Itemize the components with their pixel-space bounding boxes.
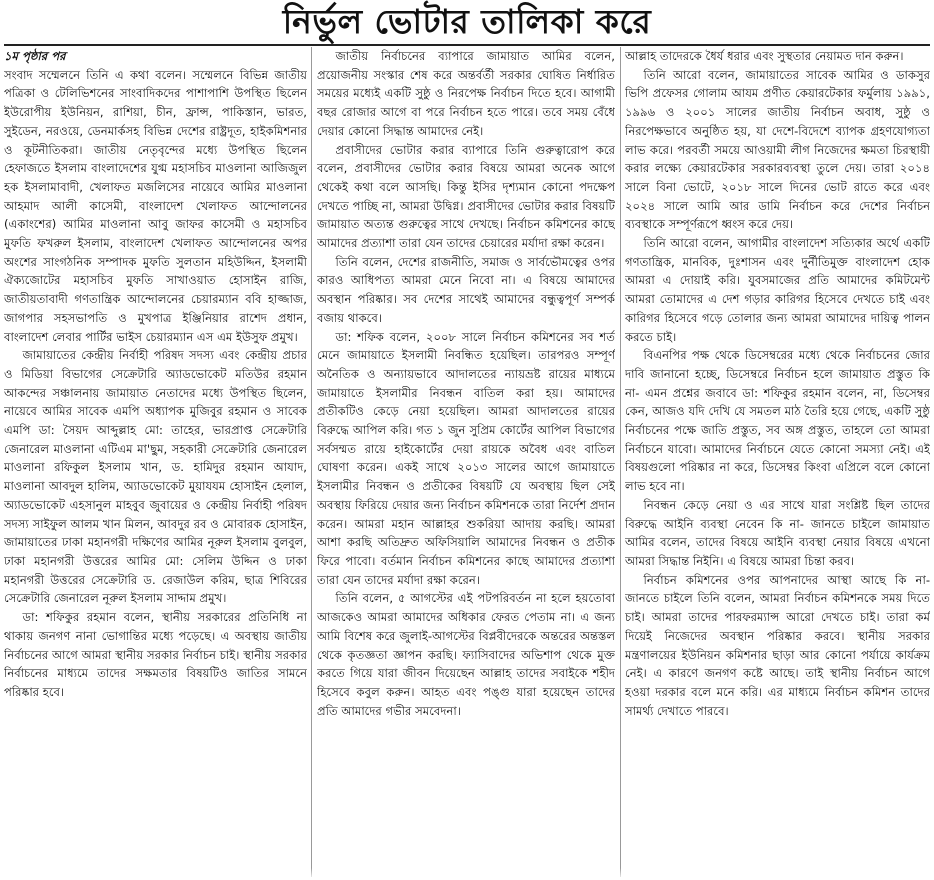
article-column-2 (317, 47, 615, 877)
headline-rule (4, 44, 930, 46)
article-column-3 (625, 47, 930, 877)
article-paragraph: ডা: শফিকুর রহমান বলেন, স্থানীয় সরকারের প্রতিনিধি না থাকায় জনগণ নানা ভোগান্তির মধ্যে পড়েছে। এ অবস্থায় জাতীয় নির্বাচনের আগে আমরা স্থানীয় সরকার নির্বাচন চাই। স্থানীয় সরকার নির্বাচনের মাধ্যমে তাদের সক্ষমতার বিষয়টিও জাতির সামনে পরিষ্কার হবে। (4, 610, 307, 699)
article-paragraph: তিনি বলেন, ৫ আগস্টের এই পটপরিবর্তন না হলে হয়তোবা আজকেও আমরা আমাদের অধিকার ফেরত পেতাম না। এ জন্য আমি বিশেষ করে জুলাই-আগস্টের বিপ্লবীদেরকে অন্তরের অন্তস্তল থেকে কৃতজ্ঞতা জ্ঞাপন করছি। ফ্যাসিবাদের অভিশাপ থেকে মুক্ত করতে গিয়ে যারা জীবন দিয়েছেন আল্লাহ তাদের সবাইকে শহীদ হিসেবে কবুল করুন। আহত এবং পঙ্গু যারা হয়েছেন তাদের প্রতি আমাদের গভীর সমবেদনা। (317, 591, 615, 718)
column-divider (620, 47, 621, 877)
article-paragraph: জামায়াতের কেন্দ্রীয় নির্বাহী পরিষদ সদস্য এবং কেন্দ্রীয় প্রচার ও মিডিয়া বিভাগের সেক্রেটারি অ্যাডভোকেট মতিউর রহমান আকন্দের সঞ্চালনায় জামায়াত নেতাদের মধ্যে উপস্থিত ছিলেন, নায়েবে আমির সাবেক এমপি অধ্যাপক মুজিবুর রহমান ও সাবেক এমপি ডা: সৈয়দ আব্দুল্লাহ মো: তাহের, ভারপ্রাপ্ত সেক্রেটারি জেনারেল মাওলানা এটিএম মা'ছুম, সহকারী সেক্রেটারি জেনারেল মাওলানা রফিকুল ইসলাম খান, ড. হামিদুর রহমান আযাদ, মাওলানা আবদুল হালিম, অ্যাডভোকেট মুয়াযযম হোসাইন হেলাল, অ্যাডভোকেট এহসানুল মাহবুব জুবায়ের ও কেন্দ্রীয় নির্বাহী পরিষদ সদস্য সাইফুল আলম খান মিলন, আবদুর রব ও মোবারক হোসাইন, জামায়াতের ঢাকা মহানগরী দক্ষিণের আমির নূরুল ইসলাম বুলবুল, ঢাকা মহানগরী উত্তরের আমির মো: সেলিম উদ্দিন ও ঢাকা মহানগরী উত্তরের সেক্রেটারি ড. রেজাউল করিম, ছাত্র শিবিরের সেক্রেটারি জেনারেল নূরুল ইসলাম সাদ্দাম প্রমুখ। (4, 348, 307, 606)
article-paragraph: ডা: শফিক বলেন, ২০০৮ সালে নির্বাচন কমিশনের সব শর্ত মেনে জামায়াতে ইসলামী নিবন্ধিত হয়েছিল। তারপরও সম্পূর্ণ অনৈতিক ও অন্যায়ভাবে আদালতের ন্যায়ভ্রষ্ট রায়ের মাধ্যমে জামায়াতে ইসলামীর নিবন্ধন বাতিল করা হয়। আমাদের প্রতীকটিও কেড়ে নেয়া হয়েছিল। আমরা আদালতের রায়ের বিরুদ্ধে আপিল করি। গত ১ জুন সুপ্রিম কোর্টের আপিল বিভাগের সর্বসম্মত রায়ে হাইকোর্টের দেয়া রায়কে অবৈধ এবং বাতিল ঘোষণা করেন। একই সাথে ২০১৩ সালের আগে জামায়াতে ইসলামীর নিবন্ধন ও প্রতীকের বিষয়টি যে অবস্থায় ছিল সেই অবস্থায় ফিরিয়ে দেয়ার জন্য নির্বাচন কমিশনকে তারা নির্দেশ প্রদান করেন। আমরা মহান আল্লাহর শুকরিয়া আদায় করছি। আমরা আশা করছি অতিদ্রুত অফিসিয়ালি আমাদের নিবন্ধন ও প্রতীক ফিরে পাবো। বর্তমান নির্বাচন কমিশনের কাছে আমাদের প্রত্যাশা তারা যেন তাদের মর্যাদা রক্ষা করেন। (317, 329, 615, 587)
article-paragraph: তিনি বলেন, দেশের রাজনীতি, সমাজ ও সার্বভৌমত্বের ওপর কারও আধিপত্য আমরা মেনে নিবো না। এ বিষয়ে আমাদের অবস্থান পরিষ্কার। সব দেশের সাথেই আমাদের বন্ধুত্বপূর্ণ সম্পর্ক বজায় থাকবে। (317, 254, 615, 325)
page-bottom-edge (0, 868, 934, 880)
paragraph-text: সংবাদ সম্মেলনে তিনি এ কথা বলেন। সম্মেলনে বিভিন্ন জাতীয় পত্রিকা ও টেলিভিশনের সাংবাদিকদের পাশাপাশি উপস্থিত ছিলেন ইউরোপীয় ইউনিয়ন, রাশিয়া, চীন, ফ্রান্স, পাকিস্তান, ভারত, সুইডেন, নরওয়ে, ডেনমার্কসহ বিভিন্ন দেশের রাষ্ট্রদূত, হাইকমিশনার ও কূটনীতিকরা। জাতীয় নেতৃবৃন্দের মধ্যে উপস্থিত ছিলেন হেফাজতে ইসলাম বাংলাদেশের যুগ্ম মহাসচিব মাওলানা আজিজুল হক ইসলামাবাদী, খেলাফত মজলিসের নায়েবে আমির মাওলানা আহমাদ আলী কাসেমী, বাংলাদেশ খেলাফত আন্দোলনের (একাংশের) আমির মাওলানা আবু জাফর কাসেমী ও মহাসচিব মুফতি ফখরুল ইসলাম, বাংলাদেশ খেলাফত আন্দোলনের অপর অংশের সাংগঠনিক সম্পাদক মুফতি সুলতান মহিউদ্দিন, ইসলামী ঐক্যজোটের মহাসচিব মুফতি সাখাওয়াত হোসাইন রাজি, জাতীয়তাবাদী গণতান্ত্রিক আন্দোলনের চেয়ারম্যান ববি হাজ্জাজ, জাগপার সহসভাপতি ও মুখপাত্র ইঞ্জিনিয়ার রাশেদ প্রধান, বাংলাদেশ লেবার পার্টির ভাইস চেয়ারম্যান এস এম ইউসুফ প্রমুখ। (4, 67, 307, 344)
article-paragraph: প্রবাসীদের ভোটার করার ব্যাপারে তিনি গুরুত্বারোপ করে বলেন, প্রবাসীদের ভোটার করার বিষয়ে আমরা অনেক আগে থেকেই কথা বলে আসছি। কিন্তু ইসির দৃশ্যমান কোনো পদক্ষেপ দেখতে পাচ্ছি না, আমরা উদ্বিগ্ন। প্রবাসীদের ভোটার করার বিষয়টি জামায়াত অত্যন্ত গুরুত্বের সাথে দেখছে। নির্বাচন কমিশনের কাছে আমাদের প্রত্যাশা তারা যেন তাদের চেয়ারের মর্যাদা রক্ষা করেন। (317, 142, 615, 251)
article-paragraph: নিবন্ধন কেড়ে নেয়া ও এর সাথে যারা সংশ্লিষ্ট ছিল তাদের বিরুদ্ধে আইনি ব্যবস্থা নেবেন কি না- জানতে চাইলে জামায়াত আমির বলেন, তাদের বিষয়ে আইনি ব্যবস্থা নেয়ার বিষয়ে এখনো আমরা সিদ্ধান্ত নিইনি। এ বিষয়ে আমরা চিন্তা করব। (625, 497, 930, 568)
article-paragraph: আল্লাহ তাদেরকে ধৈর্য ধরার এবং সুস্থতার নেয়ামত দান করুন। (625, 49, 904, 63)
headline: নির্ভুল ভোটার তালিকা করে (282, 2, 652, 41)
article-paragraph: নির্বাচন কমিশনের ওপর আপনাদের আস্থা আছে কি না- জানতে চাইলে তিনি বলেন, আমরা নির্বাচন কমিশনকে সময় দিতে চাই। আমরা তাদের পারফরম্যান্স আরো দেখতে চাই। তারা কর্ম দিয়েই নিজেদের অবস্থান পরিষ্কার করবে। স্থানীয় সরকার মন্ত্রণালয়ের ইউনিয়ন কমিশনার ছাড়া আর কোনো পর্যায়ে কার্যক্রম নেই। এ কারণে জনগণ কষ্টে আছে। তাই স্থানীয় নির্বাচন আগে হওয়া দরকার বলে মনে করি। এর মাধ্যমে নির্বাচন কমিশন তাদের সামর্থ্য দেখাতে পারবে। (625, 572, 930, 718)
column-divider (311, 47, 312, 877)
article-paragraph (4, 47, 307, 346)
article-paragraph: বিএনপির পক্ষ থেকে ডিসেম্বরের মধ্যে থেকে নির্বাচনের জোর দাবি জানানো হচ্ছে, ডিসেম্বরে নির্বাচন হলে জামায়াত প্রস্তুত কি না- এমন প্রশ্নের জবাবে ডা: শফিকুর রহমান বলেন, না, ডিসেম্বর কেন, আজও যদি দেখি যে সমতল মাঠ তৈরি হয়ে গেছে, একটি সুষ্ঠু নির্বাচনের পক্ষে জাতি প্রস্তুত, সব অঙ্গ প্রস্তুত, তাহলে তো আমরা নির্বাচনে যাবো। আমাদের নির্বাচনে যেতে কোনো সমস্যা নেই। এই বিষয়গুলো পরিষ্কার না করে, ডিসেম্বর কিংবা এপ্রিলে বলে কোনো লাভ হবে না। (625, 348, 930, 494)
article-paragraph: তিনি আরো বলেন, আগামীর বাংলাদেশ সত্যিকার অর্থে একটি গণতান্ত্রিক, মানবিক, দুঃশাসন এবং দুর্নীতিমুক্ত বাংলাদেশ হোক আমরা এ দোয়াই করি। যুবসমাজের প্রতি আমাদের কমিটমেন্ট আমরা তোমাদের এ দেশ গড়ার কারিগর হিসেবে দেখতে চাই এবং কারিগর হিসেবে গড়ে তোলার জন্য আমরা আমাদের দায়িত্ব পালন করতে চাই। (625, 236, 930, 344)
article-paragraph: জাতীয় নির্বাচনের ব্যাপারে জামায়াত আমির বলেন, প্রয়োজনীয় সংস্কার শেষ করে অন্তর্বর্তী সরকার ঘোষিত নির্ধারিত সময়ের মধ্যেই একটি সুষ্ঠু ও নিরপেক্ষ নির্বাচন দিতে হবে। আগামী বছর রোজার আগে বা পরে নির্বাচন হতে পারে। তবে সময় বেঁধে দেয়ার কোনো সিদ্ধান্ত আমাদের নেই। (317, 49, 615, 138)
article-paragraph: তিনি আরো বলেন, জামায়াতের সাবেক আমির ও ডাকসুর ভিপি প্রফেসর গোলাম আযম প্রণীত কেয়ারটেকার ফর্মুলায় ১৯৯১, ১৯৯৬ ও ২০০১ সালের জাতীয় নির্বাচন অবাধ, সুষ্ঠু ও নিরপেক্ষভাবে অনুষ্ঠিত হয়, যা দেশে-বিদেশে ব্যাপক গ্রহণযোগ্যতা লাভ করে। পরবর্তী সময়ে আওয়ামী লীগ নিজেদের ক্ষমতা চিরস্থায়ী করার লক্ষ্যে কেয়ারটেকার সরকারব্যবস্থা তুলে দেয়। তারা ২০১৪ সালে বিনা ভোটে, ২০১৮ সালে দিনের ভোট রাতে করে এবং ২০২৪ সালে আমি আর ডামি নির্বাচন করে দেশের নির্বাচন ব্যবস্থাকে সম্পূর্ণরূপে ধ্বংস করে দেয়। (625, 67, 930, 232)
continued-label: ১ম পৃষ্ঠার পর (4, 49, 66, 63)
article-column-1 (4, 47, 307, 877)
